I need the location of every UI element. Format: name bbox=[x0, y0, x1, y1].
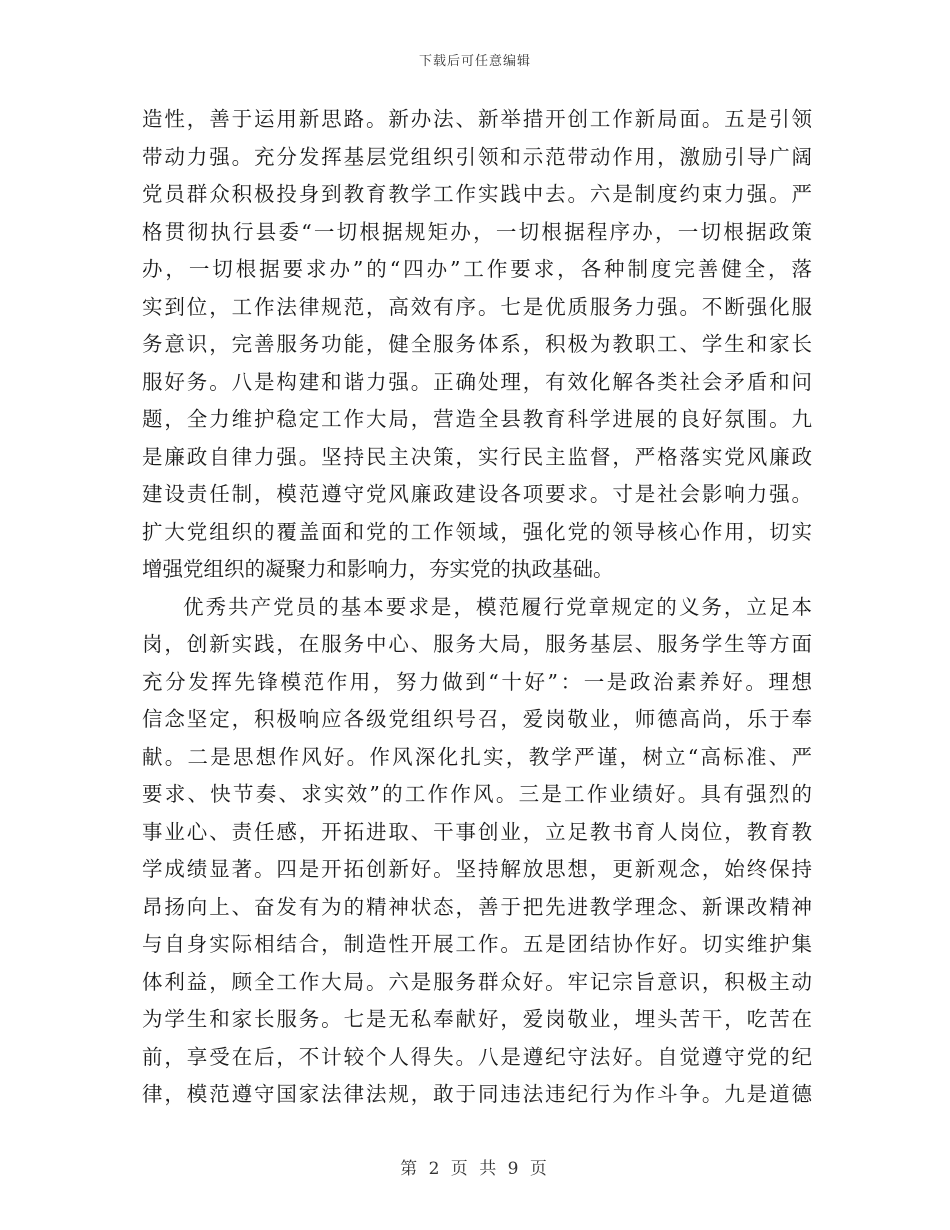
text-line: 建设责任制，模范遵守党风廉政建设各项要求。寸是社会影响力强。 bbox=[142, 482, 812, 506]
text-line: 优秀共产党员的基本要求是，模范履行党章规定的义务，立足本 bbox=[183, 594, 812, 619]
text-line: 带动力强。充分发挥基层党组织引领和示范带动作用，激励引导广阔 bbox=[142, 144, 812, 169]
text-line: 献。二是思想作风好。作风深化扎实，教学严谨，树立“高标准、严 bbox=[142, 744, 812, 769]
text-line: 务意识，完善服务功能，健全服务体系，积极为教职工、学生和家长 bbox=[142, 332, 812, 356]
page-header: 下载后可任意编辑 bbox=[418, 54, 531, 69]
text-line: 信念坚定，积极响应各级党组织号召，爱岗敬业，师德高尚，乐于奉 bbox=[142, 707, 812, 731]
text-line: 党员群众积极投身到教育教学工作实践中去。六是制度约束力强。严 bbox=[142, 182, 812, 206]
text-line: 是廉政自律力强。坚持民主决策，实行民主监督，严格落实党风廉政 bbox=[142, 444, 812, 469]
text-line: 扩大党组织的覆盖面和党的工作领域，强化党的领导核心作用，切实 bbox=[142, 519, 812, 544]
text-line: 造性，善于运用新思路。新办法、新举措开创工作新局面。五是引领 bbox=[142, 107, 812, 131]
text-line: 增强党组织的凝聚力和影响力，夯实党的执政基础。 bbox=[142, 557, 614, 581]
text-line: 办，一切根据要求办”的“四办”工作要求，各种制度完善健全，落 bbox=[142, 257, 812, 281]
paragraph-2 bbox=[142, 589, 812, 1114]
text-line: 岗，创新实践，在服务中心、服务大局，服务基层、服务学生等方面 bbox=[142, 632, 812, 656]
text-line: 前，享受在后，不计较个人得失。八是遵纪守法好。自觉遵守党的纪 bbox=[142, 1044, 812, 1069]
text-line: 律，模范遵守国家法律法规，敢于同违法违纪行为作斗争。九是道德 bbox=[142, 1082, 812, 1106]
text-line: 要求、快节奏、求实效”的工作作风。三是工作业绩好。具有强烈的 bbox=[142, 782, 812, 806]
text-line: 实到位，工作法律规范，高效有序。七是优质服务力强。不断强化服 bbox=[142, 294, 812, 319]
text-line: 充分发挥先锋模范作用，努力做到“十好”：一是政治素养好。理想 bbox=[142, 669, 812, 694]
page-number: 第 2 页 共 9 页 bbox=[400, 1159, 550, 1179]
document-body bbox=[142, 101, 812, 1114]
text-line: 格贯彻执行县委“一切根据规矩办，一切根据程序办，一切根据政策 bbox=[142, 219, 812, 244]
paragraph-1 bbox=[142, 101, 812, 589]
text-line: 为学生和家长服务。七是无私奉献好，爱岗敬业，埋头苦干，吃苦在 bbox=[142, 1007, 812, 1031]
text-line: 体利益，顾全工作大局。六是服务群众好。牢记宗旨意识，积极主动 bbox=[142, 969, 812, 994]
text-line: 学成绩显著。四是开拓创新好。坚持解放思想，更新观念，始终保持 bbox=[142, 857, 812, 881]
text-line: 与自身实际相结合，制造性开展工作。五是团结协作好。切实维护集 bbox=[142, 932, 812, 956]
text-line: 事业心、责任感，开拓进取、干事创业，立足教书育人岗位，教育教 bbox=[142, 819, 812, 844]
text-line: 题，全力维护稳定工作大局，营造全县教育科学进展的良好氛围。九 bbox=[142, 407, 812, 431]
text-line: 服好务。八是构建和谐力强。正确处理，有效化解各类社会矛盾和问 bbox=[142, 369, 812, 394]
text-line: 昂扬向上、奋发有为的精神状态，善于把先进教学理念、新课改精神 bbox=[142, 894, 812, 919]
